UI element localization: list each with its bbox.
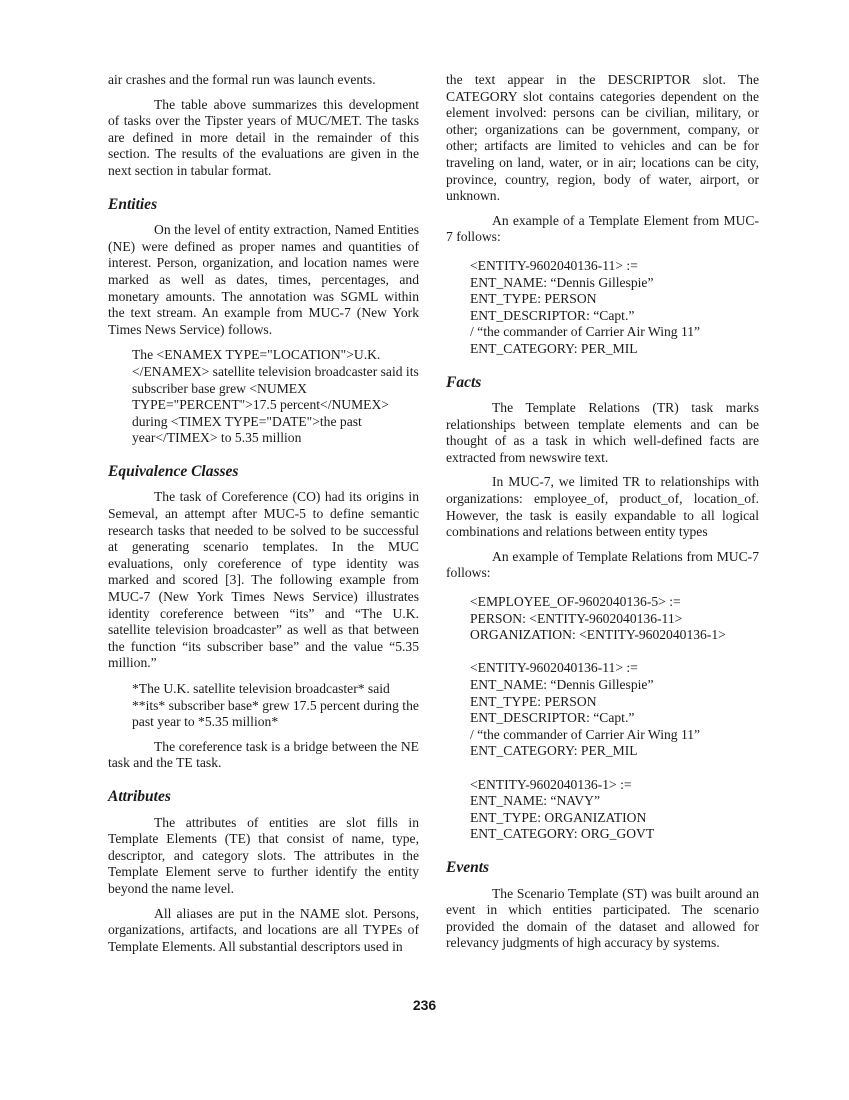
code-line: <ENTITY-9602040136-11> :=	[470, 660, 638, 676]
code-line: ENT_DESCRIPTOR: “Capt.”	[470, 710, 635, 726]
paragraph: The table above summarizes this development of tasks over the Tipster years of MUC/MET. The tasks are defined in more detail in the remainder of this section. The results of the evaluations are given in the next section in tabular format.	[108, 96, 419, 178]
code-line: / “the commander of Carrier Air Wing 11”	[470, 726, 701, 742]
paragraph: An example of a Template Element from MUC-7 follows:	[446, 212, 759, 245]
template-relations-example	[470, 594, 759, 843]
section-heading-equivalence-classes: Equivalence Classes	[108, 462, 239, 480]
code-line: <ENTITY-9602040136-11> :=	[470, 257, 638, 273]
code-line: ENT_CATEGORY: PER_MIL	[470, 340, 638, 356]
paragraph: All aliases are put in the NAME slot. Persons, organizations, artifacts, and locations are all TYPEs of Template Elements. All substantial descriptors used in	[108, 905, 419, 954]
section-heading-entities: Entities	[108, 195, 158, 213]
code-line: ENT_NAME: “Dennis Gillespie”	[470, 677, 654, 692]
section-heading-events: Events	[446, 858, 490, 876]
code-line: <EMPLOYEE_OF-9602040136-5> :=	[470, 594, 681, 610]
paragraph: The attributes of entities are slot fills in Template Elements (TE) that consist of name, type, descriptor, and category slots. The attributes in the Template Element serve to further identify the entity beyond the name level.	[108, 814, 419, 896]
paragraph: The coreference task is a bridge between the NE task and the TE task.	[108, 738, 419, 771]
code-line: ENT_TYPE: PERSON	[470, 693, 597, 709]
code-line: ENT_NAME: “NAVY”	[470, 793, 601, 809]
sgml-example: The <ENAMEX TYPE="LOCATION">U.K.</ENAMEX> satellite television broadcaster said its subscriber base grew <NUMEX TYPE="PERCENT">17.5 percent</NUMEX> during <TIMEX TYPE="DATE">the past year</TIMEX> to 5.35 million	[132, 347, 419, 446]
code-line: ENT_DESCRIPTOR: “Capt.”	[470, 307, 635, 323]
code-line: ENT_CATEGORY: ORG_GOVT	[470, 826, 655, 842]
left-column	[108, 72, 419, 955]
coreference-example: *The U.K. satellite television broadcaster* said **its* subscriber base* grew 17.5 percent during the past year to *5.35 million*	[132, 681, 419, 730]
code-line: ENT_TYPE: ORGANIZATION	[470, 809, 647, 825]
code-line: ENT_CATEGORY: PER_MIL	[470, 743, 638, 759]
paragraph: The Template Relations (TR) task marks relationships between template elements and can be thought of as a task in which well-defined facts are extracted from newswire text.	[446, 400, 759, 465]
paragraph: air crashes and the formal run was launch events.	[108, 72, 376, 87]
code-line: ENT_NAME: “Dennis Gillespie”	[470, 274, 654, 290]
section-heading-attributes: Attributes	[108, 787, 171, 805]
template-element-example	[470, 258, 759, 358]
code-line: ORGANIZATION: <ENTITY-9602040136-1>	[470, 627, 726, 643]
page-number: 236	[412, 997, 437, 1013]
paragraph: On the level of entity extraction, Named Entities (NE) were defined as proper names and quantities of interest. Person, organization, and location names were marked as well as dates, times, percentages, and monetary amounts. The annotation was SGML within the text stream. An example from MUC-7 (New York Times News Service) follows.	[108, 222, 419, 337]
paragraph: the text appear in the DESCRIPTOR slot. The CATEGORY slot contains categories dependent on the element involved: persons can be civilian, military, or other; organizations can be government, company, or other; artifacts are limited to vehicles and can be for traveling on land, water, or in air; locations can be city, province, country, region, body of water, airport, or unknown.	[446, 72, 759, 204]
paragraph: In MUC-7, we limited TR to relationships with organizations: employee_of, product_of, location_of. However, the task is easily expandable to all logical combinations and relations between entity types	[446, 474, 759, 540]
code-line: PERSON: <ENTITY-9602040136-11>	[470, 610, 683, 626]
code-line: <ENTITY-9602040136-1> :=	[470, 776, 632, 792]
code-line: ENT_TYPE: PERSON	[470, 291, 597, 307]
paragraph: The Scenario Template (ST) was built around an event in which entities participated. The scenario provided the domain of the dataset and allowed for relevancy judgments of high accuracy by systems.	[446, 885, 759, 951]
paragraph: An example of Template Relations from MUC-7 follows:	[446, 548, 759, 581]
section-heading-facts: Facts	[446, 373, 482, 391]
paragraph: The task of Coreference (CO) had its origins in Semeval, an attempt after MUC-5 to define semantic research tasks that needed to be solved to be successful at generating scenario templates. In the MUC evaluations, only coreference of type identity was marked and scored [3]. The following example from MUC-7 (New York Times News Service) illustrates identity coreference between “its” and “The U.K. satellite television broadcaster” as well as that between the function “its subscriber base” and the value “5.35 million.”	[108, 489, 419, 671]
code-line: / “the commander of Carrier Air Wing 11”	[470, 324, 701, 340]
right-column	[446, 72, 759, 952]
